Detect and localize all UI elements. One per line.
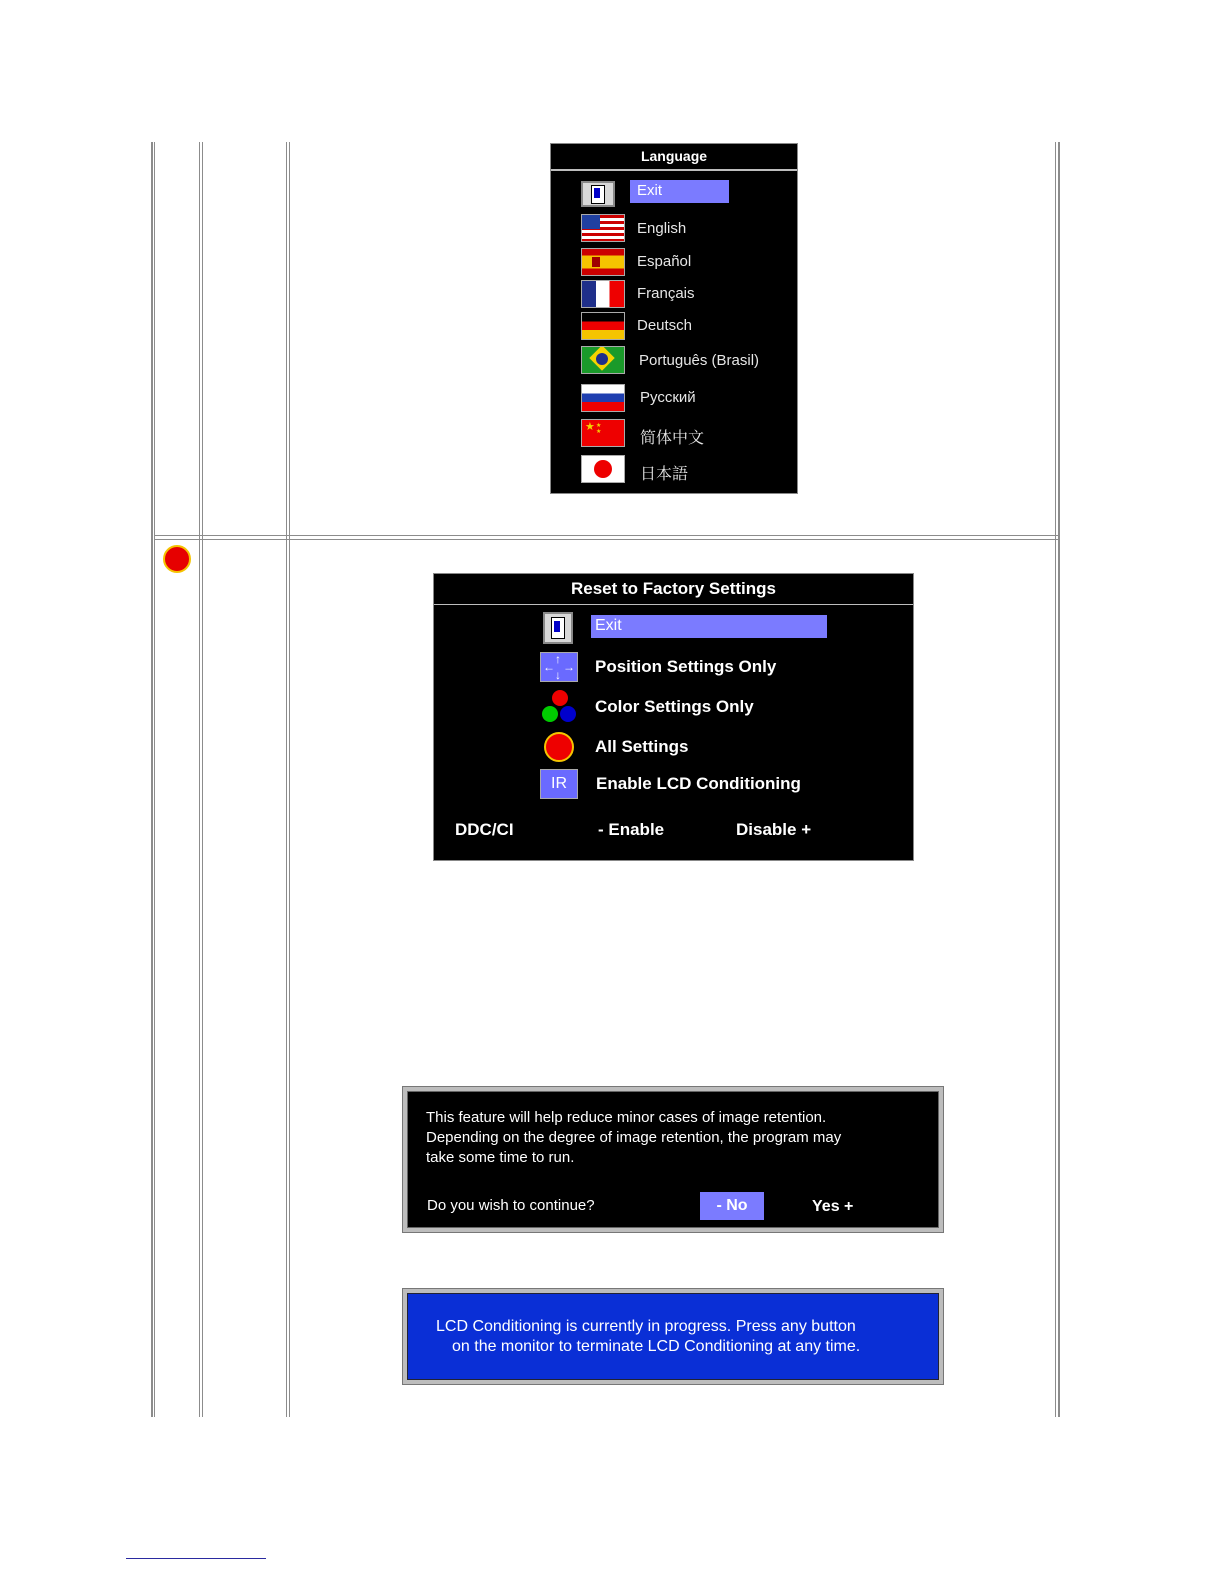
flag-germany-icon [581, 312, 625, 340]
table-border-col2-a [286, 142, 287, 1417]
progress-text-line1: LCD Conditioning is currently in progress. Press any button [436, 1318, 856, 1335]
reset-menu [433, 573, 914, 861]
progress-text-line2: on the monitor to terminate LCD Conditioning at any time. [452, 1338, 861, 1355]
exit-icon [543, 612, 573, 644]
language-menu-separator [551, 169, 797, 171]
table-border-left-inner [154, 142, 155, 1417]
confirm-text-line1: This feature will help reduce minor cases of image retention. [426, 1109, 827, 1126]
position-arrows-icon: ↑ ← → ↓ [540, 652, 578, 682]
flag-us-icon [581, 214, 625, 242]
flag-japan-icon [581, 455, 625, 483]
language-exit-item[interactable] [630, 180, 729, 203]
language-menu [550, 143, 798, 494]
flag-spain-icon [581, 248, 625, 276]
confirm-no-button[interactable] [700, 1192, 764, 1220]
ddc-enable-option[interactable]: - Enable [598, 820, 665, 839]
table-border-right-b [1058, 142, 1060, 1417]
rgb-circles-icon [540, 690, 580, 724]
reset-item-all-settings[interactable]: All Settings [595, 737, 689, 756]
lcd-conditioning-progress-dialog [402, 1288, 944, 1385]
reset-exit-label: Exit [595, 617, 622, 634]
ir-icon [540, 769, 578, 799]
language-exit-label: Exit [637, 182, 663, 199]
table-border-col2-b [289, 142, 290, 1417]
footer-link-line [126, 1558, 266, 1559]
confirm-text-line3: take some time to run. [426, 1149, 575, 1166]
flag-brazil-icon [581, 346, 625, 374]
confirm-question: Do you wish to continue? [427, 1197, 595, 1214]
table-row-divider-b [154, 539, 1058, 540]
reset-item-lcd-conditioning[interactable]: Enable LCD Conditioning [596, 774, 801, 793]
lcd-conditioning-confirm-dialog [402, 1086, 944, 1233]
language-item-english[interactable]: English [637, 220, 687, 237]
flag-china-icon: ★ ★ ★ [581, 419, 625, 447]
language-item-espanol[interactable]: Español [637, 253, 692, 270]
table-border-col1-b [202, 142, 203, 1417]
exit-icon [581, 181, 615, 207]
language-item-russian[interactable]: Русский [640, 389, 696, 406]
ddc-disable-option[interactable]: Disable + [736, 820, 812, 839]
flag-russia-icon [581, 384, 625, 412]
confirm-no-label: - No [716, 1197, 748, 1214]
language-item-chinese[interactable]: 简体中文 [640, 430, 705, 447]
language-item-portugues[interactable]: Português (Brasil) [639, 352, 760, 369]
confirm-text-line2: Depending on the degree of image retention, the program may [426, 1129, 842, 1146]
ddc-ci-label: DDC/CI [455, 820, 514, 839]
reset-menu-title: Reset to Factory Settings [571, 579, 776, 598]
table-row-divider-a [154, 535, 1058, 536]
flag-france-icon [581, 280, 625, 308]
reset-item-color-settings[interactable]: Color Settings Only [595, 697, 754, 716]
language-item-japanese[interactable]: 日本語 [640, 466, 689, 483]
red-circle-icon [163, 545, 191, 573]
reset-item-position-settings[interactable]: Position Settings Only [595, 657, 777, 676]
red-circle-icon [544, 732, 574, 762]
table-border-right-a [1055, 142, 1056, 1417]
language-item-francais[interactable]: Français [637, 285, 695, 302]
language-item-deutsch[interactable]: Deutsch [637, 317, 693, 334]
language-menu-title: Language [640, 148, 708, 164]
confirm-yes-button[interactable]: Yes + [812, 1198, 854, 1215]
reset-exit-item[interactable] [591, 615, 827, 638]
ir-icon-text: IR [551, 775, 567, 792]
table-border-left-outer [151, 142, 153, 1417]
table-border-col1-a [199, 142, 200, 1417]
reset-menu-separator [434, 604, 913, 605]
